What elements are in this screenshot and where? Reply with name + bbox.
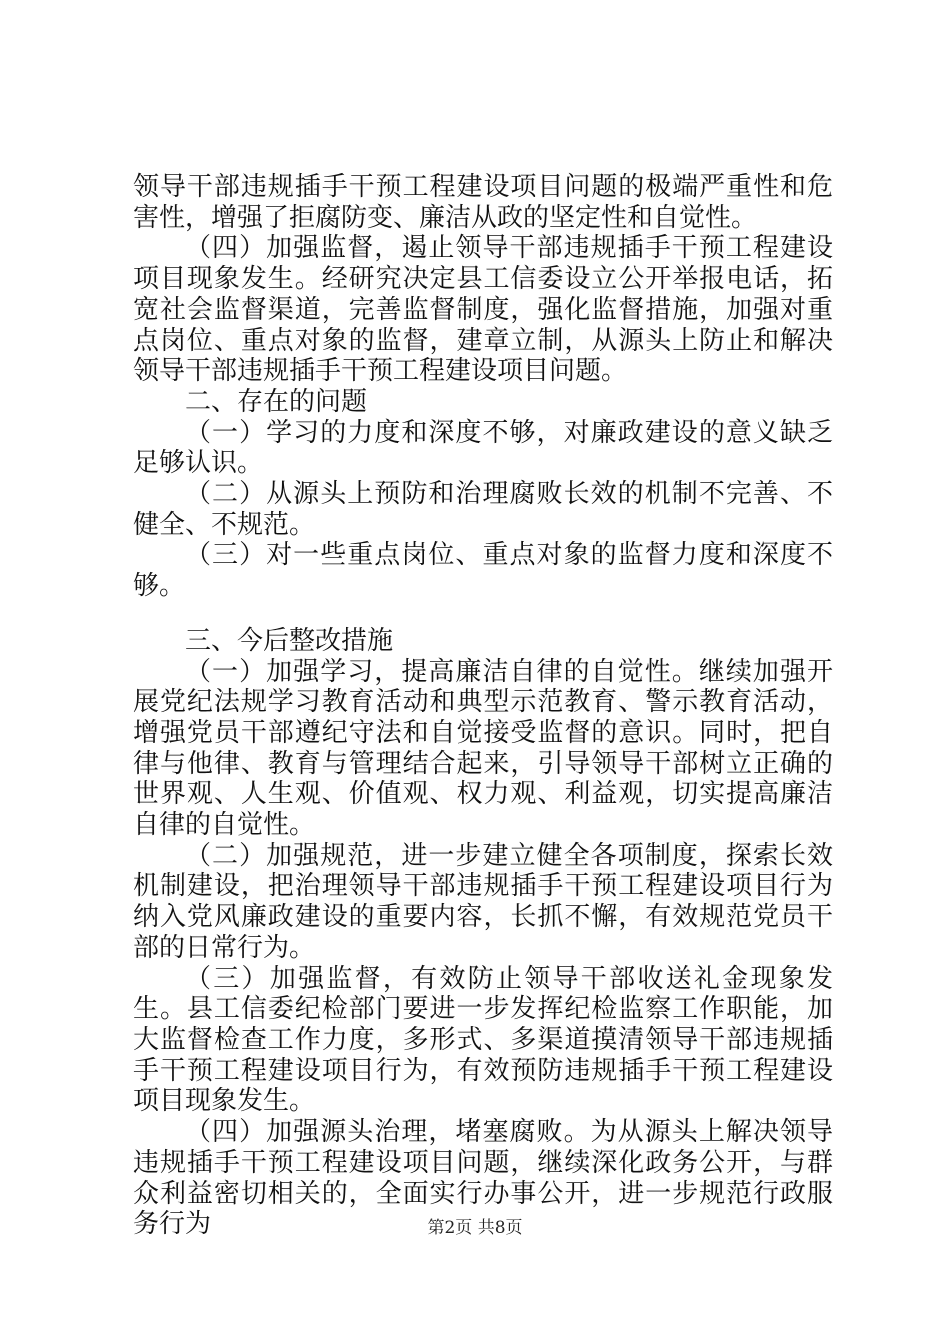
paragraph-11: （四）加强源头治理，堵塞腐败。为从源头上解决领导违规插手干预工程建设项目问题，继续深化政务公开，与群众利益密切相关的，全面实行办事公开，进一步规范行政服务行为 [133,1117,833,1240]
paragraph-4: （一）学习的力度和深度不够，对廉政建设的意义缺乏足够认识。 [133,417,833,479]
page-number-footer: 第2页 共8页 [427,1218,523,1238]
paragraph-9: （二）加强规范，进一步建立健全各项制度，探索长效机制建设，把治理领导干部违规插手干预工程建设项目行为纳入党风廉政建设的重要内容，长抓不懈，有效规范党员干部的日常行为。 [133,840,833,963]
document-body [133,172,833,1240]
paragraph-6: （三）对一些重点岗位、重点对象的监督力度和深度不够。 [133,540,833,602]
paragraph-5: （二）从源头上预防和治理腐败长效的机制不完善、不健全、不规范。 [133,479,833,540]
paragraph-2: （四）加强监督，遏止领导干部违规插手干预工程建设项目现象发生。经研究决定县工信委设立公开举报电话，拓宽社会监督渠道，完善监督制度，强化监督措施，加强对重点岗位、重点对象的监督，建章立制，从源头上防止和解决领导干部违规插手干预工程建设项目问题。 [133,233,833,387]
paragraph-1: 领导干部违规插手干预工程建设项目问题的极端严重性和危害性，增强了拒腐防变、廉洁从政的坚定性和自觉性。 [133,172,833,233]
section-heading-problems: 二、存在的问题 [185,386,368,417]
section-heading-measures: 三、今后整改措施 [185,625,394,656]
paragraph-8: （一）加强学习，提高廉洁自律的自觉性。继续加强开展党纪法规学习教育活动和典型示范教育、警示教育活动，增强党员干部遵纪守法和自觉接受监督的意识。同时，把自律与他律、教育与管理结合起来，引导领导干部树立正确的世界观、人生观、价值观、权力观、利益观，切实提高廉洁自律的自觉性。 [133,656,833,841]
paragraph-10: （三）加强监督，有效防止领导干部收送礼金现象发生。县工信委纪检部门要进一步发挥纪检监察工作职能，加大监督检查工作力度，多形式、多渠道摸清领导干部违规插手干预工程建设项目行为，有效预防违规插手干预工程建设项目现象发生。 [133,963,833,1117]
